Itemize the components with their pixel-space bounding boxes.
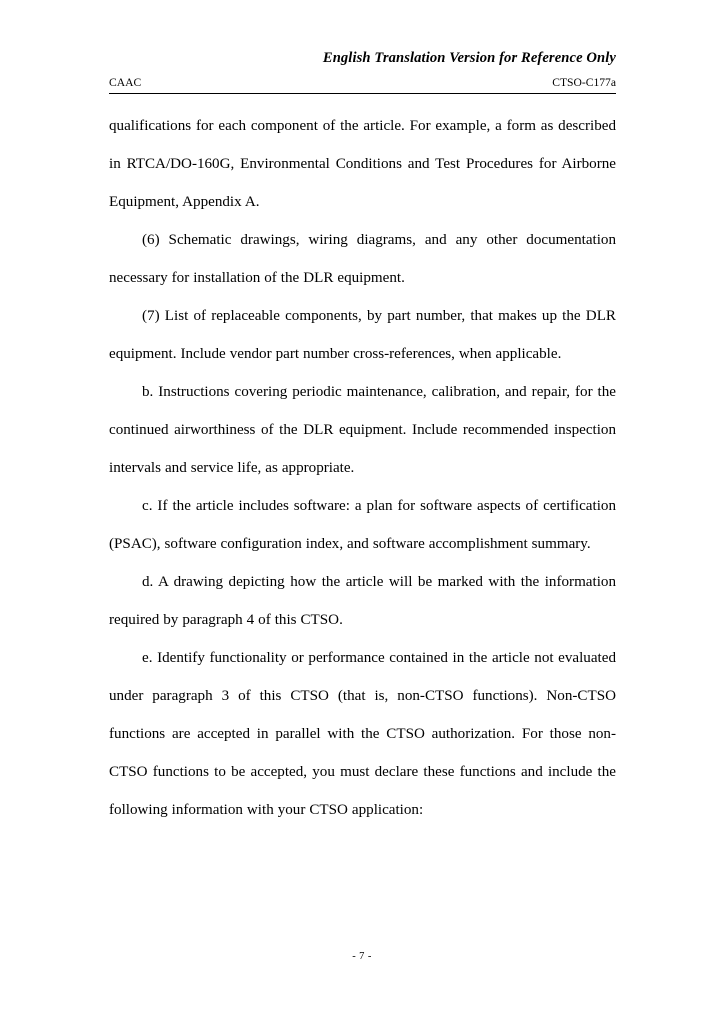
para-item-6: (6) Schematic drawings, wiring diagrams, and any other documentation necessary for installation of the DLR equipment. [109, 232, 616, 286]
page-footer [0, 946, 724, 964]
para-item-c: c. If the article includes software: a plan for software aspects of certification (PSAC), software configuration index, and software accomplishment summary. [109, 498, 616, 552]
header-authority-label: CAAC [109, 76, 142, 90]
para-item-d: d. A drawing depicting how the article will be marked with the information required by paragraph 4 of this CTSO. [109, 574, 616, 628]
page-body [109, 107, 616, 829]
para-item-e: e. Identify functionality or performance contained in the article not evaluated under paragraph 3 of this CTSO (that is, non-CTSO functions). Non-CTSO functions are accepted in parallel with the CTSO authorization. For those non-CTSO functions to be accepted, you must declare these functions and include the following information with your CTSO application: [109, 650, 616, 818]
page-number: - 7 - [352, 951, 372, 962]
header-document-number: CTSO-C177a [552, 76, 616, 90]
para-qualifications: qualifications for each component of the article. For example, a form as described in RTCA/DO-160G, Environmental Conditions and Test Procedures for Airborne Equipment, Appendix A. [109, 118, 616, 210]
para-item-7: (7) List of replaceable components, by part number, that makes up the DLR equipment. Include vendor part number cross-references, when applicable. [109, 308, 616, 362]
para-item-b: b. Instructions covering periodic maintenance, calibration, and repair, for the continued airworthiness of the DLR equipment. Include recommended inspection intervals and service life, as appropriate. [109, 384, 616, 476]
translation-banner: English Translation Version for Reference Only [322, 50, 616, 66]
header-rule-row [109, 77, 616, 94]
page-header [109, 0, 616, 94]
